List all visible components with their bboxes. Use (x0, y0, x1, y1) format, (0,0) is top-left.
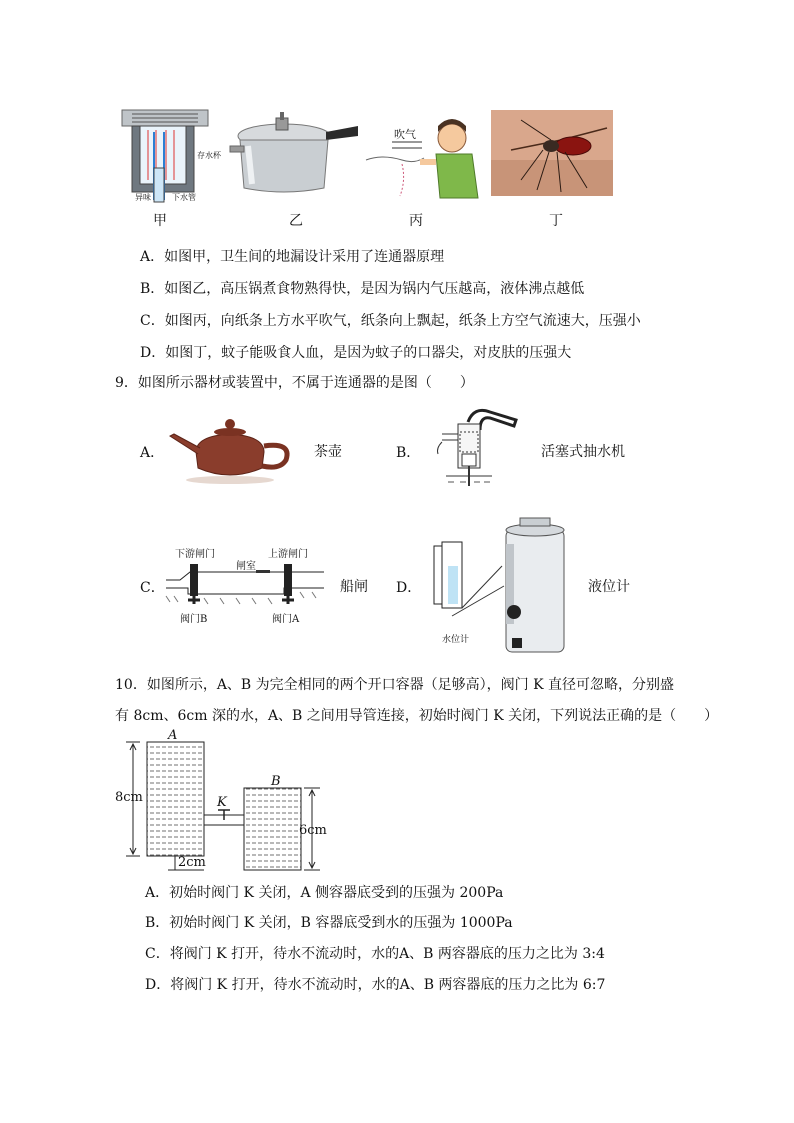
q9-option-b-name: 活塞式抽水机 (541, 444, 625, 460)
q9-option-a-letter: A． (140, 445, 165, 461)
q9-option-c-letter: C． (140, 580, 165, 596)
q10-option-b: B．初始时阀门 K 关闭，B 容器底受到水的压强为 1000Pa (145, 915, 513, 931)
q8-option-a: A．如图甲，卫生间的地漏设计采用了连通器原理 (140, 249, 445, 265)
q9-option-d-name: 液位计 (588, 579, 630, 595)
upstream-gate-label: 上游闸门 (268, 549, 308, 560)
piston-pump-image (428, 404, 524, 494)
q9-option-a-name: 茶壶 (314, 444, 342, 460)
container-b-label: B (271, 774, 281, 789)
downstream-gate-label: 下游闸门 (175, 549, 215, 560)
pressure-cooker-figure (228, 110, 362, 196)
blow-label: 吹气 (394, 128, 416, 141)
valve-a-label: 阀门A (272, 614, 300, 625)
mosquito-figure (491, 110, 613, 196)
q8-option-b: B．如图乙，高压锅煮食物熟得快，是因为锅内气压越高，液体沸点越低 (140, 281, 585, 297)
odor-label: 异味 (135, 193, 151, 202)
q10-option-d: D．将阀门 K 打开，待水不流动时，水的A、B 两容器底的压力之比为 6:7 (145, 977, 606, 993)
depth-a-label: 8cm (115, 790, 143, 805)
water-gauge-label: 水位计 (442, 635, 470, 645)
q10-stem-line1: 10．如图所示，A、B 为完全相同的两个开口容器（足够高），阀门 K 直径可忽略，分别盛 (115, 677, 675, 693)
drain-pipe-label: 下水管 (172, 193, 196, 202)
containers-diagram (120, 732, 340, 872)
q9-option-c-name: 船闸 (340, 579, 368, 595)
caption-ding: 丁 (549, 213, 563, 229)
caption-bing: 丙 (409, 213, 423, 229)
depth-b-label: 6cm (299, 823, 327, 838)
blowing-boy-figure (362, 110, 488, 200)
teapot-image (168, 412, 294, 484)
lock-chamber-label: 闸室 (236, 561, 256, 572)
valve-b-label: 阀门B (180, 614, 208, 625)
q9-option-d-letter: D． (396, 580, 422, 596)
q10-stem-line2: 有 8cm、6cm 深的水，A、B 之间用导管连接，初始时阀门 K 关闭，下列说法正确的是（ ） (115, 708, 719, 724)
caption-jia: 甲 (153, 213, 167, 229)
q9-stem: 9．如图所示器材或装置中，不属于连通器的是图（ ） (115, 375, 474, 391)
pipe-height-label: 2cm (178, 855, 206, 870)
q10-option-a: A．初始时阀门 K 关闭，A 侧容器底受到的压强为 200Pa (145, 885, 504, 901)
drain-cup-label: 存水杯 (197, 151, 221, 160)
q9-option-b-letter: B． (396, 445, 421, 461)
valve-k-label: K (217, 795, 227, 810)
q8-option-c: C．如图丙，向纸条上方水平吹气，纸条向上飘起，纸条上方空气流速大，压强小 (140, 313, 641, 329)
container-a-label: A (168, 728, 178, 743)
caption-yi: 乙 (289, 213, 303, 229)
q8-option-d: D．如图丁，蚊子能吸食人血，是因为蚊子的口器尖，对皮肤的压强大 (140, 345, 572, 361)
q10-option-c: C．将阀门 K 打开，待水不流动时，水的A、B 两容器底的压力之比为 3:4 (145, 946, 605, 962)
